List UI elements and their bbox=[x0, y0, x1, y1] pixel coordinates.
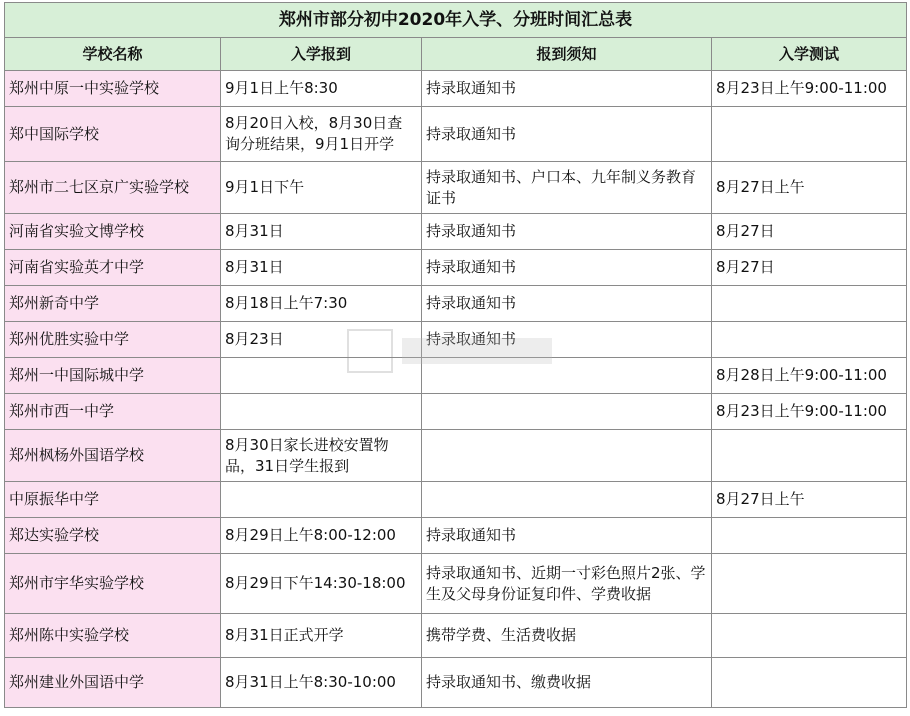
header-test: 入学测试 bbox=[712, 38, 907, 71]
report-cell: 8月31日上午8:30-10:00 bbox=[221, 658, 422, 708]
report-cell: 8月31日正式开学 bbox=[221, 614, 422, 658]
school-cell: 郑州中原一中实验学校 bbox=[5, 71, 221, 107]
test-cell bbox=[712, 107, 907, 162]
school-cell: 郑州陈中实验学校 bbox=[5, 614, 221, 658]
notice-cell: 持录取通知书 bbox=[422, 322, 712, 358]
table-row bbox=[5, 71, 907, 107]
test-cell bbox=[712, 322, 907, 358]
report-cell: 8月30日家长进校安置物品，31日学生报到 bbox=[221, 430, 422, 482]
header-row bbox=[5, 38, 907, 71]
school-cell: 河南省实验英才中学 bbox=[5, 250, 221, 286]
test-cell bbox=[712, 430, 907, 482]
table-row bbox=[5, 322, 907, 358]
school-cell: 郑中国际学校 bbox=[5, 107, 221, 162]
school-cell: 郑州一中国际城中学 bbox=[5, 358, 221, 394]
header-report: 入学报到 bbox=[221, 38, 422, 71]
report-cell: 9月1日下午 bbox=[221, 162, 422, 214]
school-cell: 中原振华中学 bbox=[5, 482, 221, 518]
table-row bbox=[5, 358, 907, 394]
school-cell: 郑州新奇中学 bbox=[5, 286, 221, 322]
notice-cell: 持录取通知书、户口本、九年制义务教育证书 bbox=[422, 162, 712, 214]
schedule-sheet bbox=[4, 2, 906, 708]
schedule-table bbox=[4, 2, 907, 708]
table-title: 郑州市部分初中2020年入学、分班时间汇总表 bbox=[5, 3, 907, 38]
table-row bbox=[5, 286, 907, 322]
test-cell: 8月27日 bbox=[712, 250, 907, 286]
report-cell: 8月31日 bbox=[221, 214, 422, 250]
table-row bbox=[5, 394, 907, 430]
report-cell: 8月29日上午8:00-12:00 bbox=[221, 518, 422, 554]
table-row bbox=[5, 250, 907, 286]
school-cell: 郑州优胜实验中学 bbox=[5, 322, 221, 358]
test-cell: 8月27日 bbox=[712, 214, 907, 250]
table-row bbox=[5, 614, 907, 658]
notice-cell bbox=[422, 482, 712, 518]
test-cell bbox=[712, 614, 907, 658]
school-cell: 河南省实验文博学校 bbox=[5, 214, 221, 250]
report-cell bbox=[221, 358, 422, 394]
notice-cell: 持录取通知书、近期一寸彩色照片2张、学生及父母身份证复印件、学费收据 bbox=[422, 554, 712, 614]
notice-cell bbox=[422, 358, 712, 394]
test-cell: 8月28日上午9:00-11:00 bbox=[712, 358, 907, 394]
notice-cell: 持录取通知书 bbox=[422, 214, 712, 250]
report-cell bbox=[221, 394, 422, 430]
notice-cell: 持录取通知书 bbox=[422, 286, 712, 322]
table-row bbox=[5, 658, 907, 708]
test-cell bbox=[712, 658, 907, 708]
test-cell bbox=[712, 286, 907, 322]
table-row bbox=[5, 518, 907, 554]
header-notice: 报到须知 bbox=[422, 38, 712, 71]
notice-cell: 持录取通知书 bbox=[422, 250, 712, 286]
table-row bbox=[5, 554, 907, 614]
notice-cell: 持录取通知书、缴费收据 bbox=[422, 658, 712, 708]
header-school: 学校名称 bbox=[5, 38, 221, 71]
table-row bbox=[5, 482, 907, 518]
school-cell: 郑州市宇华实验学校 bbox=[5, 554, 221, 614]
school-cell: 郑州枫杨外国语学校 bbox=[5, 430, 221, 482]
test-cell: 8月23日上午9:00-11:00 bbox=[712, 394, 907, 430]
report-cell bbox=[221, 482, 422, 518]
table-row bbox=[5, 162, 907, 214]
notice-cell: 携带学费、生活费收据 bbox=[422, 614, 712, 658]
table-row bbox=[5, 430, 907, 482]
school-cell: 郑州建业外国语中学 bbox=[5, 658, 221, 708]
test-cell bbox=[712, 554, 907, 614]
notice-cell: 持录取通知书 bbox=[422, 71, 712, 107]
school-cell: 郑州市西一中学 bbox=[5, 394, 221, 430]
test-cell: 8月23日上午9:00-11:00 bbox=[712, 71, 907, 107]
notice-cell: 持录取通知书 bbox=[422, 518, 712, 554]
report-cell: 8月20日入校，8月30日查询分班结果，9月1日开学 bbox=[221, 107, 422, 162]
school-cell: 郑州市二七区京广实验学校 bbox=[5, 162, 221, 214]
notice-cell bbox=[422, 394, 712, 430]
report-cell: 8月23日 bbox=[221, 322, 422, 358]
report-cell: 8月29日下午14:30-18:00 bbox=[221, 554, 422, 614]
test-cell bbox=[712, 518, 907, 554]
table-row bbox=[5, 214, 907, 250]
test-cell: 8月27日上午 bbox=[712, 482, 907, 518]
table-row bbox=[5, 107, 907, 162]
report-cell: 8月31日 bbox=[221, 250, 422, 286]
notice-cell: 持录取通知书 bbox=[422, 107, 712, 162]
report-cell: 8月18日上午7:30 bbox=[221, 286, 422, 322]
test-cell: 8月27日上午 bbox=[712, 162, 907, 214]
report-cell: 9月1日上午8:30 bbox=[221, 71, 422, 107]
notice-cell bbox=[422, 430, 712, 482]
school-cell: 郑达实验学校 bbox=[5, 518, 221, 554]
